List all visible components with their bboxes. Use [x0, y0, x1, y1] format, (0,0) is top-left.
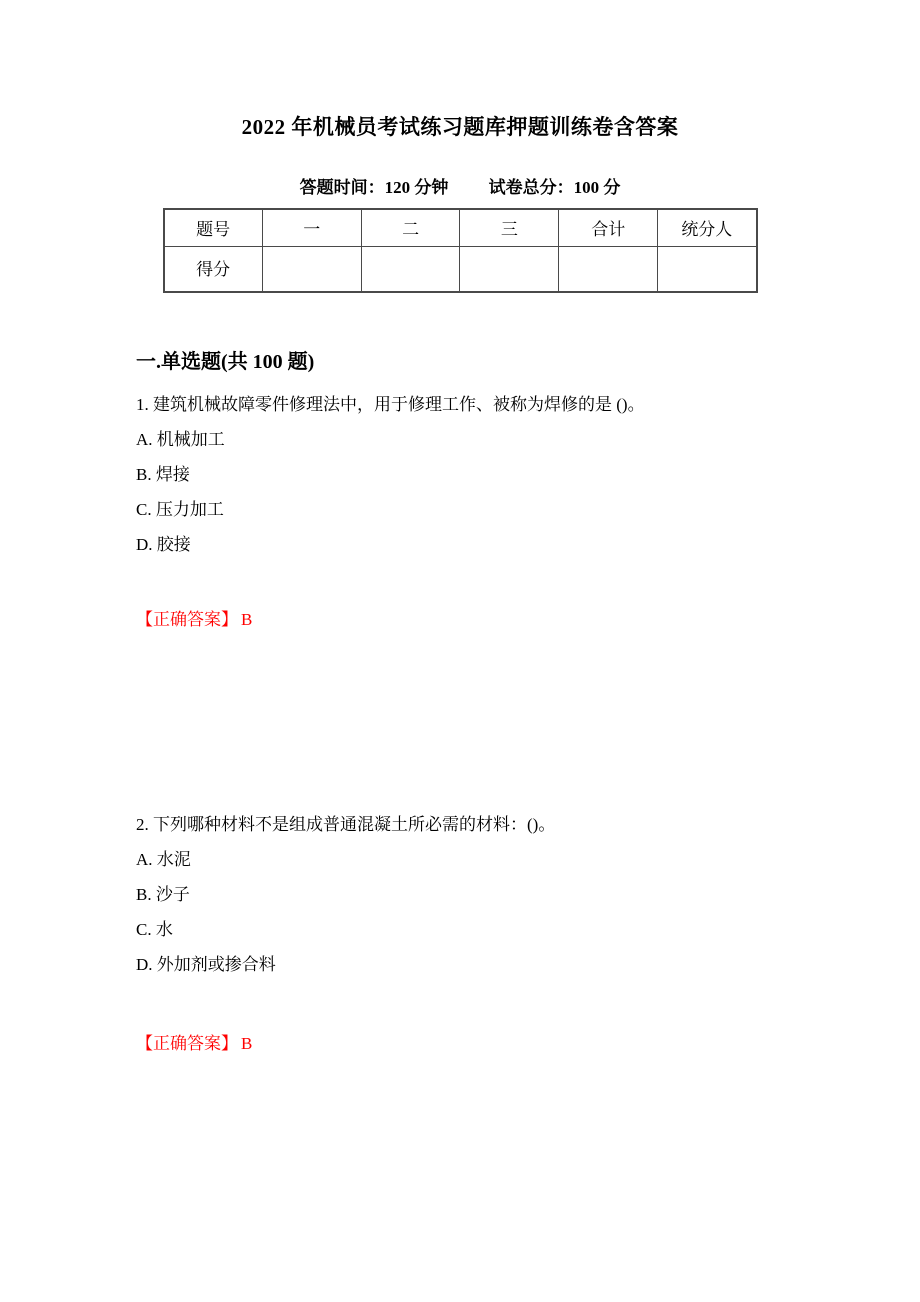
question-2-option-d: D. 外加剂或掺合料 [136, 955, 276, 974]
score-table-header-part-1: 一 [262, 209, 361, 246]
exam-time: 答题时间：120 分钟 [299, 178, 449, 197]
score-table-header-part-3: 三 [460, 209, 559, 246]
question-block [0, 814, 920, 1055]
score-table [163, 208, 758, 293]
correct-answer-value: B [241, 1034, 253, 1053]
score-row-label: 得分 [164, 246, 263, 292]
score-cell-empty [361, 246, 460, 292]
score-cell-empty [559, 246, 658, 292]
question-2-answer-line [136, 1033, 880, 1055]
question-2-option-c: C. 水 [136, 920, 173, 939]
score-cell-empty [460, 246, 559, 292]
exam-meta-line [0, 176, 920, 200]
question-2-option-a: A. 水泥 [136, 850, 191, 869]
score-table-header-part-2: 二 [361, 209, 460, 246]
question-1-option-c: C. 压力加工 [136, 500, 224, 519]
section-heading-single-choice: 一.单选题(共 100 题) [136, 351, 315, 373]
score-table-header-row [164, 209, 757, 246]
question-1-option-d: D. 胶接 [136, 535, 191, 554]
score-cell-empty [262, 246, 361, 292]
question-2-option-b: B. 沙子 [136, 885, 190, 904]
score-cell-empty [658, 246, 757, 292]
question-1-option-b: B. 焊接 [136, 465, 190, 484]
correct-answer-label: 【正确答案】 [136, 1034, 238, 1053]
question-2-text: 2. 下列哪种材料不是组成普通混凝土所必需的材料：()。 [136, 815, 556, 834]
score-table-score-row [164, 246, 757, 292]
question-1-text: 1. 建筑机械故障零件修理法中，用于修理工作、被称为焊修的是 ()。 [136, 395, 645, 414]
correct-answer-value: B [241, 610, 253, 629]
question-block [0, 394, 920, 631]
page-title: 2022 年机械员考试练习题库押题训练卷含答案 [241, 115, 679, 139]
correct-answer-label: 【正确答案】 [136, 610, 238, 629]
question-1-option-a: A. 机械加工 [136, 430, 225, 449]
question-1-answer-line [136, 609, 880, 631]
score-table-header-total: 合计 [559, 209, 658, 246]
score-table-header-scorer: 统分人 [658, 209, 757, 246]
exam-total-score: 试卷总分：100 分 [488, 178, 621, 197]
score-table-header-question-no: 题号 [164, 209, 263, 246]
